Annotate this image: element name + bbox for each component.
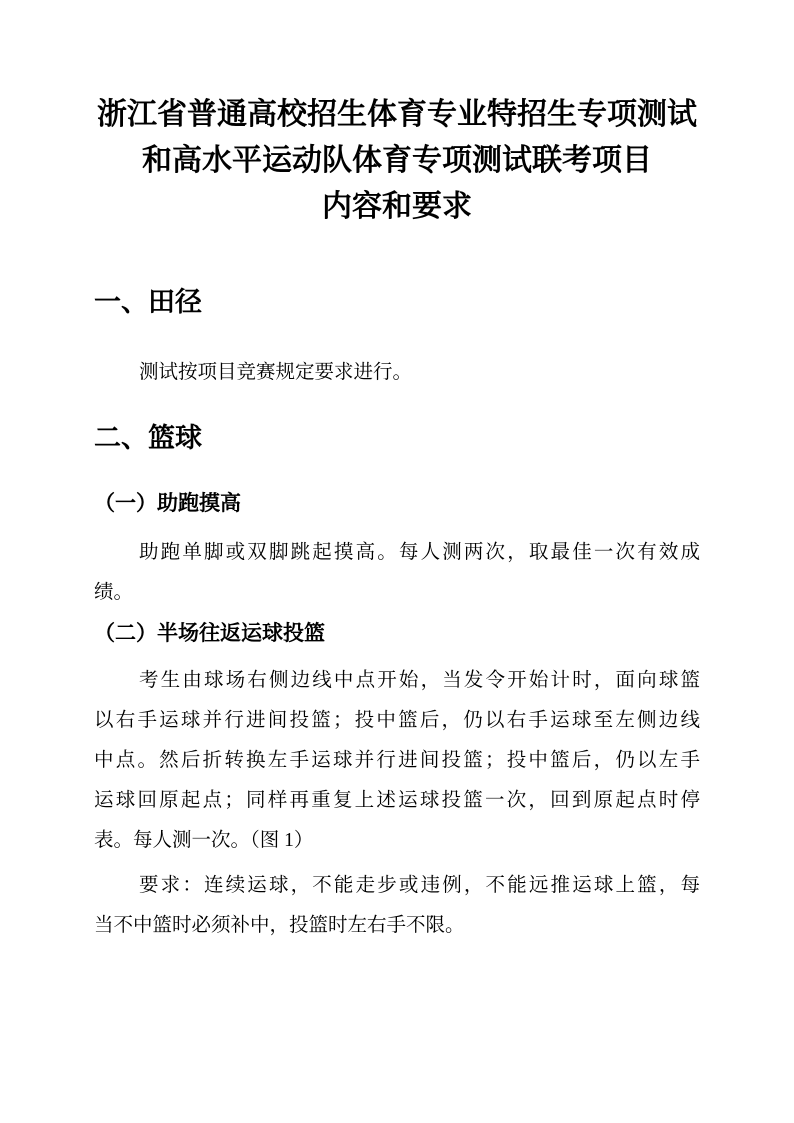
subsection-heading-zhupao-mogao: （一）助跑摸高 — [94, 491, 241, 515]
paragraph-line: 要求：连续运球，不能走步或违例，不能远推运球上篮，每 — [139, 875, 700, 896]
paragraph-mogao — [94, 533, 700, 613]
paragraph-line: 助跑单脚或双脚跳起摸高。每人测两次，取最佳一次有效成 — [139, 542, 700, 563]
paragraph-line: 中点。然后折转换左手运球并行进间投篮；投中篮后，仍以左手 — [94, 750, 700, 771]
title-line-3: 内容和要求 — [322, 190, 472, 223]
paragraph-tianjing — [94, 353, 700, 393]
title-line-2: 和高水平运动队体育专项测试联考项目 — [142, 144, 652, 177]
paragraph-line: 测试按项目竞赛规定要求进行。 — [139, 362, 413, 383]
paragraph-line: 运球回原起点；同样再重复上述运球投篮一次，回到原起点时停 — [94, 790, 700, 811]
paragraph-yaoqiu — [94, 866, 700, 946]
paragraph-line: 当不中篮时必须补中，投篮时左右手不限。 — [94, 915, 465, 936]
title-line-1: 浙江省普通高校招生体育专业特招生专项测试 — [97, 98, 697, 131]
document-title — [94, 92, 700, 230]
subsection-heading-yunqiu-toulan: （二）半场往返运球投篮 — [94, 621, 325, 645]
paragraph-line: 表。每人测一次。（图 1） — [94, 830, 314, 851]
paragraph-line: 绩。 — [94, 582, 134, 603]
section-heading-tianjing: 一、田径 — [94, 287, 202, 317]
paragraph-line: 考生由球场右侧边线中点开始，当发令开始计时，面向球篮 — [139, 670, 700, 691]
paragraph-line: 以右手运球并行进间投篮；投中篮后，仍以右手运球至左侧边线 — [94, 710, 700, 731]
paragraph-yunqiu — [94, 661, 700, 861]
section-heading-lanqiu: 二、篮球 — [94, 423, 202, 453]
